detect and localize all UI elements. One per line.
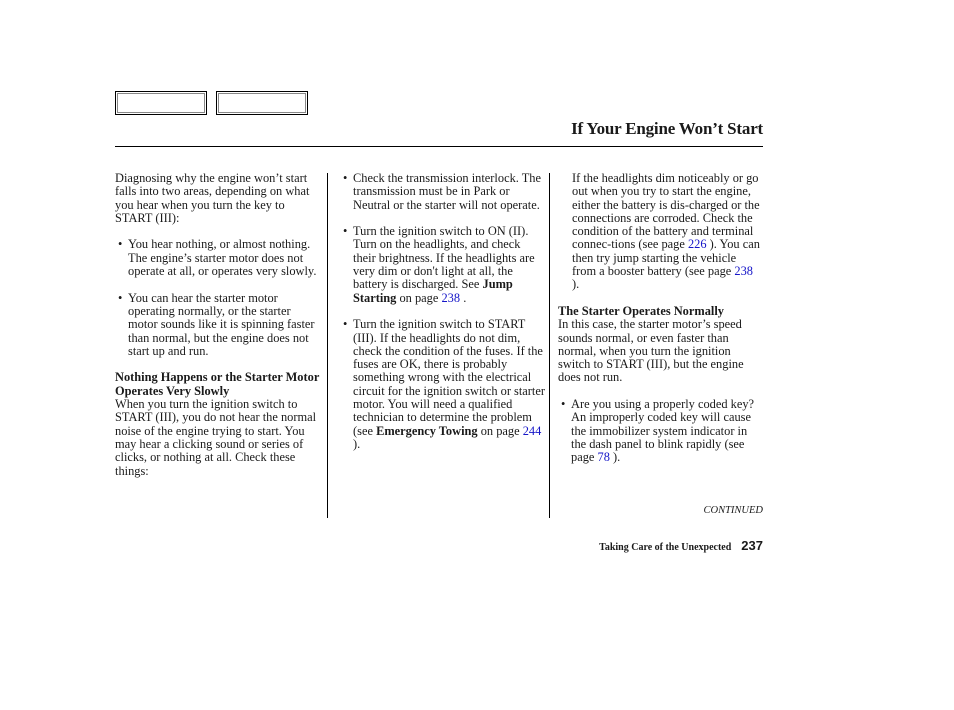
page-link-78[interactable]: 78: [597, 450, 610, 465]
intro-paragraph: Diagnosing why the engine won’t start falls into two areas, depending on what you hear when you turn the key to START (III):: [115, 171, 310, 225]
column-divider: [327, 173, 328, 518]
emergency-towing-reference: Emergency Towing: [376, 423, 478, 438]
page-link-226[interactable]: 226: [687, 237, 707, 252]
footer-section-title: Taking Care of the Unexpected: [599, 542, 732, 553]
bullet-ignition-on: • Turn the ignition switch to ON (II). Turn on the headlights, and check their brightness. If the headlights are very dim or don't light at all, the battery is discharged. See Jump Starting on page 238 .: [340, 225, 545, 305]
section-heading-nothing-happens: Nothing Happens or the Starter Motor Operates Very Slowly: [115, 370, 320, 398]
bullet-transmission-interlock: • Check the transmission interlock. The transmission must be in Park or Neutral or the starter will not operate.: [340, 172, 545, 212]
page-link-244[interactable]: 244: [522, 423, 542, 438]
page-footer: [599, 537, 763, 555]
section-heading-starter-normal: The Starter Operates Normally: [558, 303, 724, 318]
previous-section-tab[interactable]: [115, 91, 207, 115]
starter-normal-body: In this case, the starter motor’s speed sounds normal, or even faster than normal, when you turn the ignition switch to START (III), but the engine does not run.: [558, 317, 744, 385]
continued-label: CONTINUED: [703, 505, 763, 516]
page-title: If Your Engine Won’t Start: [571, 119, 763, 138]
next-section-tab[interactable]: [216, 91, 308, 115]
page-number: 237: [741, 538, 763, 553]
nothing-happens-body: When you turn the ignition switch to START (III), you do not hear the normal noise of the engine trying to start. You may hear a clicking sound or series of clicks, or nothing at all. Check these things:: [115, 397, 317, 478]
jump-starting-reference: Jump Starting: [353, 277, 513, 305]
page-link-238[interactable]: 238: [734, 264, 753, 279]
column-left: [115, 172, 320, 478]
bullet-starter-normal: • You can hear the starter motor operating normally, or the starter motor sounds like it is spinning faster than normal, but the engine does not start up and run.: [115, 292, 320, 358]
headlights-dim-paragraph: If the headlights dim noticeably or go out when you try to start the engine, either the battery is dis-charged or the connections are corroded. Check the condition of the battery and terminal connec-tions (see page 226 ). You can then try jump starting the vehicle from a booster battery (see page 238 ).: [572, 171, 760, 292]
title-rule: [115, 146, 763, 147]
column-right: [558, 172, 763, 465]
bullet-coded-key: • Are you using a properly coded key? An improperly coded key will cause the immobilizer system indicator in the dash panel to blink rapidly (see page 78 ).: [558, 398, 763, 464]
bullet-you-hear-nothing: • You hear nothing, or almost nothing. The engine’s starter motor does not operate at all, or operates very slowly.: [115, 238, 320, 278]
page-link-238[interactable]: 238: [441, 290, 461, 305]
bullet-ignition-start: • Turn the ignition switch to START (III). If the headlights do not dim, check the condition of the fuses. If the fuses are OK, there is probably something wrong with the electrical circuit for the ignition switch or starter motor. You will need a qualified technician to determine the problem (see Emergency Towing on page 244 ).: [340, 318, 545, 451]
column-divider: [549, 173, 550, 518]
column-middle: [340, 172, 545, 451]
